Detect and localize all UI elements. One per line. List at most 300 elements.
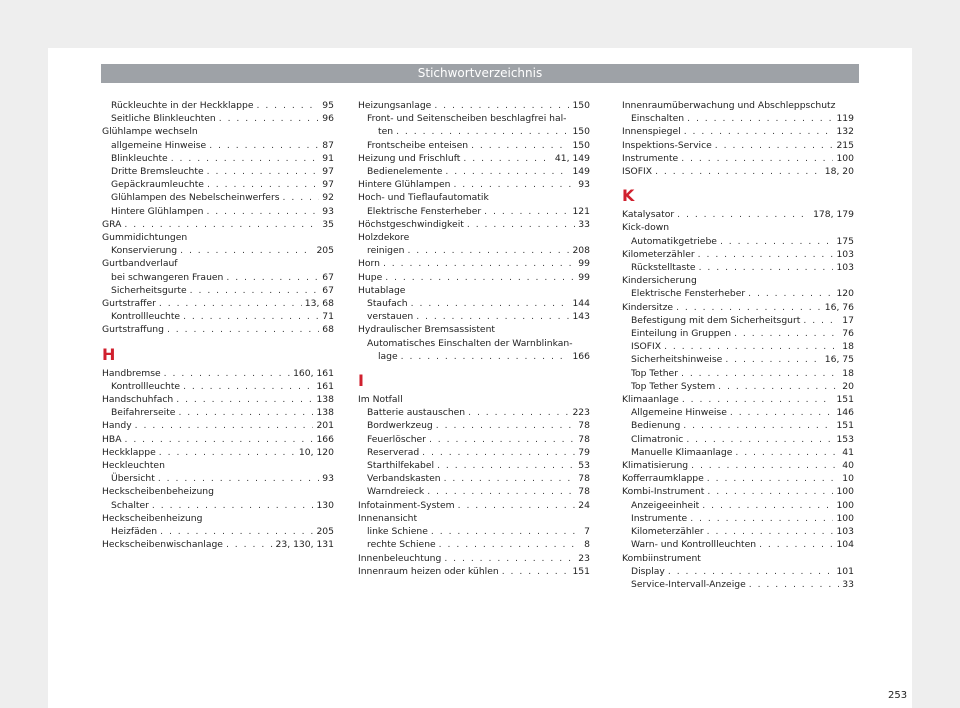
entry-page-ref: 119	[836, 113, 854, 125]
entry-term: Glühlampe wechseln	[102, 126, 198, 138]
entry-term: Sicherheitsgurte	[111, 284, 187, 296]
index-page	[48, 48, 912, 708]
leader-dots	[683, 419, 833, 432]
index-subentry	[622, 499, 854, 512]
entry-term: Instrumente	[622, 152, 679, 164]
index-subentry	[102, 406, 334, 419]
index-subentry	[622, 433, 854, 446]
leader-dots	[803, 314, 839, 327]
leader-dots	[180, 244, 313, 257]
index-subentry	[358, 205, 590, 218]
leader-dots	[467, 218, 575, 231]
leader-dots	[401, 350, 570, 363]
entry-page-ref: 166	[572, 350, 590, 362]
leader-dots	[125, 433, 314, 446]
entry-term: Einteilung in Gruppen	[631, 328, 732, 340]
index-entry	[102, 459, 334, 472]
entry-term: allgemeine Hinweise	[111, 139, 207, 151]
entry-term: Katalysator	[622, 209, 675, 221]
leader-dots	[206, 205, 319, 218]
entry-page-ref: 223	[572, 407, 590, 419]
index-subentry	[622, 287, 854, 300]
leader-dots	[681, 367, 839, 380]
leader-dots	[219, 112, 320, 125]
entry-term: Dritte Bremsleuchte	[111, 166, 204, 178]
leader-dots	[158, 472, 319, 485]
entry-page-ref: 205	[316, 245, 334, 257]
entry-term: Übersicht	[111, 473, 155, 485]
index-subentry	[358, 525, 590, 538]
entry-page-ref: 151	[572, 565, 590, 577]
leader-dots	[730, 406, 834, 419]
index-subentry	[102, 152, 334, 165]
entry-page-ref: 24	[578, 499, 590, 511]
entry-term: Gummidichtungen	[102, 232, 188, 244]
index-subentry	[358, 337, 590, 350]
index-entry	[102, 393, 334, 406]
leader-dots	[664, 340, 839, 353]
entry-page-ref: 178, 179	[813, 209, 854, 221]
entry-page-ref: 91	[322, 152, 334, 164]
index-subentry	[622, 340, 854, 353]
leader-dots	[135, 419, 314, 432]
entry-term: Hupe	[358, 271, 383, 283]
index-subentry	[358, 419, 590, 432]
entry-term: Kombiinstrument	[622, 552, 701, 564]
leader-dots	[383, 257, 575, 270]
entry-page-ref: 151	[836, 420, 854, 432]
index-subentry	[102, 165, 334, 178]
leader-dots	[445, 165, 569, 178]
leader-dots	[152, 499, 314, 512]
index-subentry	[622, 512, 854, 525]
leader-dots	[759, 538, 833, 551]
index-entry	[102, 419, 334, 432]
entry-term: Kindersicherung	[622, 275, 697, 287]
leader-dots	[176, 393, 313, 406]
entry-term: Heizung und Frischluft	[358, 152, 461, 164]
leader-dots	[283, 191, 320, 204]
index-subentry	[102, 191, 334, 204]
entry-page-ref: 103	[836, 248, 854, 260]
entry-page-ref: 68	[322, 324, 334, 336]
entry-page-ref: 97	[322, 166, 334, 178]
index-subentry	[622, 419, 854, 432]
entry-page-ref: 143	[572, 311, 590, 323]
entry-term: Service-Intervall-Anzeige	[631, 578, 746, 590]
entry-page-ref: 103	[836, 526, 854, 538]
index-entry	[622, 393, 854, 406]
leader-dots	[715, 139, 834, 152]
entry-term: Kick-down	[622, 222, 670, 234]
entry-page-ref: 160, 161	[293, 367, 334, 379]
index-entry	[622, 221, 854, 234]
index-entry	[622, 301, 854, 314]
index-entry	[102, 231, 334, 244]
entry-page-ref: 120	[836, 288, 854, 300]
index-subentry	[622, 446, 854, 459]
leader-dots	[463, 152, 552, 165]
entry-page-ref: 201	[316, 420, 334, 432]
index-entry	[358, 323, 590, 336]
index-column-3	[622, 99, 854, 591]
leader-dots	[207, 165, 320, 178]
entry-term: Handbremse	[102, 367, 161, 379]
leader-dots	[159, 297, 302, 310]
entry-term: Hintere Glühlampen	[358, 179, 451, 191]
entry-term: Kindersitze	[622, 301, 674, 313]
index-subentry	[358, 472, 590, 485]
leader-dots	[687, 112, 833, 125]
leader-dots	[702, 499, 833, 512]
index-subentry	[102, 205, 334, 218]
index-subentry	[102, 284, 334, 297]
entry-page-ref: 97	[322, 179, 334, 191]
index-entry	[358, 257, 590, 270]
index-entry	[102, 218, 334, 231]
index-subentry	[102, 525, 334, 538]
index-subentry	[622, 353, 854, 366]
entry-page-ref: 93	[322, 205, 334, 217]
index-entry	[358, 499, 590, 512]
index-subentry	[358, 446, 590, 459]
leader-dots	[690, 512, 833, 525]
index-entry	[622, 248, 854, 261]
leader-dots	[160, 525, 313, 538]
entry-term: Rückstelltaste	[631, 262, 696, 274]
entry-page-ref: 35	[322, 218, 334, 230]
entry-term: ISOFIX	[622, 166, 653, 178]
entry-term: Heckscheibenwischanlage	[102, 539, 223, 551]
index-entry	[102, 323, 334, 336]
index-subentry	[622, 578, 854, 591]
index-subentry	[622, 327, 854, 340]
entry-page-ref: 100	[836, 512, 854, 524]
index-entry	[102, 485, 334, 498]
index-column-2	[358, 99, 590, 578]
leader-dots	[698, 248, 834, 261]
entry-page-ref: 205	[316, 526, 334, 538]
leader-dots	[735, 446, 839, 459]
index-entry	[622, 99, 854, 112]
entry-page-ref: 16, 76	[824, 301, 854, 313]
entry-term: Anzeigeeinheit	[631, 499, 700, 511]
leader-dots	[707, 472, 840, 485]
entry-page-ref: 7	[584, 526, 590, 538]
entry-term: Manuelle Klimaanlage	[631, 446, 733, 458]
entry-page-ref: 20	[842, 380, 854, 392]
leader-dots	[429, 433, 575, 446]
leader-dots	[411, 297, 570, 310]
entry-term: rechte Schiene	[367, 539, 436, 551]
index-subentry	[622, 314, 854, 327]
entry-term: reinigen	[367, 245, 405, 257]
leader-dots	[484, 205, 569, 218]
leader-dots	[427, 485, 575, 498]
index-entry	[622, 274, 854, 287]
index-subentry	[102, 499, 334, 512]
index-entry	[358, 393, 590, 406]
index-entry	[358, 191, 590, 204]
index-entry	[358, 218, 590, 231]
leader-dots	[682, 393, 834, 406]
entry-term: Elektrische Fensterheber	[367, 205, 482, 217]
index-subentry	[102, 112, 334, 125]
entry-page-ref: 78	[578, 420, 590, 432]
entry-term: Infotainment-System	[358, 499, 455, 511]
leader-dots	[677, 208, 810, 221]
leader-dots	[655, 165, 822, 178]
entry-term: Display	[631, 565, 665, 577]
entry-page-ref: 76	[842, 328, 854, 340]
entry-term: ISOFIX	[631, 341, 662, 353]
entry-page-ref: 208	[572, 245, 590, 257]
entry-term: Elektrische Fensterheber	[631, 288, 746, 300]
index-entry	[102, 297, 334, 310]
entry-term: Im Notfall	[358, 394, 403, 406]
index-subentry	[102, 178, 334, 191]
entry-page-ref: 104	[836, 539, 854, 551]
entry-page-ref: 166	[316, 433, 334, 445]
entry-term: Warn- und Kontrollleuchten	[631, 539, 757, 551]
leader-dots	[718, 380, 839, 393]
leader-dots	[385, 271, 575, 284]
leader-dots	[725, 353, 821, 366]
entry-page-ref: 161	[316, 380, 334, 392]
entry-page-ref: 132	[836, 126, 854, 138]
entry-term: Inspektions-Service	[622, 139, 712, 151]
entry-page-ref: 138	[316, 407, 334, 419]
entry-page-ref: 93	[322, 473, 334, 485]
entry-term: Instrumente	[631, 512, 688, 524]
index-entry	[622, 208, 854, 221]
index-entry	[358, 231, 590, 244]
entry-term: Gepäckraumleuchte	[111, 179, 204, 191]
leader-dots	[444, 472, 576, 485]
leader-dots	[226, 271, 319, 284]
index-subentry	[622, 112, 854, 125]
index-subentry	[358, 538, 590, 551]
leader-dots	[471, 139, 569, 152]
entry-page-ref: 150	[572, 100, 590, 111]
entry-page-ref: 100	[836, 499, 854, 511]
entry-term: Gurtstraffung	[102, 324, 164, 336]
entry-page-ref: 99	[578, 271, 590, 283]
index-subentry	[358, 112, 590, 125]
index-subentry	[622, 367, 854, 380]
entry-term: HBA	[102, 433, 122, 445]
index-subentry	[358, 244, 590, 257]
entry-page-ref: 149	[572, 166, 590, 178]
leader-dots	[676, 301, 822, 314]
leader-dots	[171, 152, 320, 165]
entry-term: Starthilfekabel	[367, 460, 435, 472]
index-entry	[358, 284, 590, 297]
index-subentry	[358, 459, 590, 472]
index-subentry	[622, 380, 854, 393]
index-subentry	[102, 380, 334, 393]
leader-dots	[681, 152, 833, 165]
leader-dots	[734, 327, 839, 340]
entry-term: Klimaanlage	[622, 394, 679, 406]
index-entry	[102, 433, 334, 446]
entry-term: Heckleuchten	[102, 460, 165, 472]
entry-page-ref: 41, 149	[554, 152, 590, 164]
leader-dots	[396, 125, 569, 138]
index-entry	[358, 99, 590, 112]
leader-dots	[707, 485, 833, 498]
leader-dots	[190, 284, 320, 297]
entry-page-ref: 103	[836, 262, 854, 274]
entry-page-ref: 33	[578, 218, 590, 230]
leader-dots	[720, 235, 834, 248]
leader-dots	[183, 310, 319, 323]
leader-dots	[183, 380, 313, 393]
entry-term: Staufach	[367, 298, 408, 310]
entry-term: Rückleuchte in der Heckklappe	[111, 100, 254, 111]
entry-term: Top Tether System	[631, 380, 716, 392]
entry-page-ref: 23, 130, 131	[275, 539, 334, 551]
index-subentry	[622, 261, 854, 274]
page-header: Stichwortverzeichnis	[101, 64, 859, 83]
entry-term: Klimatisierung	[622, 460, 689, 472]
entry-page-ref: 78	[578, 473, 590, 485]
entry-page-ref: 175	[836, 235, 854, 247]
index-entry	[622, 152, 854, 165]
entry-page-ref: 100	[836, 486, 854, 498]
leader-dots	[167, 323, 319, 336]
entry-page-ref: 18	[842, 341, 854, 353]
entry-page-ref: 10	[842, 473, 854, 485]
entry-page-ref: 33	[842, 578, 854, 590]
leader-dots	[707, 525, 834, 538]
entry-term: Heckklappe	[102, 446, 156, 458]
entry-term: Hydraulischer Bremsassistent	[358, 324, 496, 336]
index-section-letter: H	[102, 344, 116, 364]
index-subentry	[102, 244, 334, 257]
entry-page-ref: 67	[322, 271, 334, 283]
leader-dots	[668, 565, 834, 578]
entry-term: Innenraum heizen oder kühlen	[358, 565, 499, 577]
entry-term: Seitliche Blinkleuchten	[111, 113, 216, 125]
entry-term: Kofferraumklappe	[622, 473, 704, 485]
entry-term: Heizfäden	[111, 526, 158, 538]
index-section-letter: I	[358, 371, 364, 391]
entry-page-ref: 13, 68	[304, 298, 334, 310]
index-subentry	[102, 139, 334, 152]
index-entry	[102, 446, 334, 459]
entry-term: bei schwangeren Frauen	[111, 271, 224, 283]
entry-term: lage	[378, 350, 398, 362]
entry-page-ref: 87	[322, 139, 334, 151]
entry-term: Front- und Seitenscheiben beschlagfrei hal-	[367, 113, 567, 125]
entry-page-ref: 215	[836, 139, 854, 151]
entry-page-ref: 150	[572, 126, 590, 138]
entry-term: Innenansicht	[358, 512, 418, 524]
leader-dots	[439, 538, 581, 551]
entry-page-ref: 18, 20	[824, 166, 854, 178]
index-entry	[358, 271, 590, 284]
entry-term: Reserverad	[367, 446, 420, 458]
index-subentry	[358, 350, 590, 363]
entry-page-ref: 96	[322, 113, 334, 125]
entry-page-ref: 71	[322, 311, 334, 323]
index-entry	[622, 139, 854, 152]
index-entry	[622, 165, 854, 178]
entry-term: Warndreieck	[367, 486, 425, 498]
index-subentry	[102, 310, 334, 323]
entry-term: Heizungsanlage	[358, 100, 432, 111]
leader-dots	[422, 446, 575, 459]
index-subentry	[622, 525, 854, 538]
entry-term: Gurtbandverlauf	[102, 258, 178, 270]
entry-term: ten	[378, 126, 394, 138]
entry-term: Gurtstraffer	[102, 298, 156, 310]
index-entry	[358, 152, 590, 165]
leader-dots	[699, 261, 834, 274]
index-column-1	[102, 99, 334, 552]
index-subentry	[358, 165, 590, 178]
index-subentry	[358, 125, 590, 138]
entry-term: Climatronic	[631, 433, 684, 445]
leader-dots	[209, 139, 319, 152]
leader-dots	[124, 218, 319, 231]
page-number: 253	[888, 690, 908, 701]
index-entry	[102, 125, 334, 138]
entry-page-ref: 150	[572, 139, 590, 151]
leader-dots	[164, 367, 290, 380]
entry-term: Automatikgetriebe	[631, 235, 717, 247]
entry-term: Feuerlöscher	[367, 433, 426, 445]
entry-page-ref: 78	[578, 486, 590, 498]
leader-dots	[468, 406, 569, 419]
entry-page-ref: 144	[572, 298, 590, 310]
leader-dots	[159, 446, 296, 459]
entry-term: Kilometerzähler	[631, 526, 704, 538]
entry-term: Innenspiegel	[622, 126, 681, 138]
entry-term: Automatisches Einschalten der Warnblinkan-	[367, 337, 573, 349]
entry-term: Allgemeine Hinweise	[631, 407, 727, 419]
entry-term: Kombi-Instrument	[622, 486, 705, 498]
entry-page-ref: 101	[836, 565, 854, 577]
index-subentry	[102, 271, 334, 284]
entry-page-ref: 93	[578, 179, 590, 191]
leader-dots	[434, 99, 569, 112]
entry-page-ref: 53	[578, 460, 590, 472]
entry-term: Hintere Glühlampen	[111, 205, 204, 217]
index-entry	[102, 367, 334, 380]
entry-term: Glühlampen des Nebelscheinwerfers	[111, 192, 280, 204]
entry-page-ref: 17	[842, 314, 854, 326]
index-subentry	[358, 433, 590, 446]
entry-term: linke Schiene	[367, 526, 428, 538]
leader-dots	[431, 525, 581, 538]
leader-dots	[453, 178, 575, 191]
entry-term: Bedienung	[631, 420, 681, 432]
entry-term: Blinkleuchte	[111, 152, 168, 164]
entry-page-ref: 16, 75	[824, 354, 854, 366]
entry-term: Einschalten	[631, 113, 685, 125]
entry-term: Kilometerzähler	[622, 248, 695, 260]
index-subentry	[102, 472, 334, 485]
entry-term: Horn	[358, 258, 380, 270]
entry-term: Innenraumüberwachung und Abschleppschutz	[622, 100, 836, 111]
index-subentry	[358, 297, 590, 310]
entry-term: Hoch- und Tieflaufautomatik	[358, 192, 489, 204]
leader-dots	[502, 565, 570, 578]
leader-dots	[749, 578, 840, 591]
index-entry	[622, 459, 854, 472]
